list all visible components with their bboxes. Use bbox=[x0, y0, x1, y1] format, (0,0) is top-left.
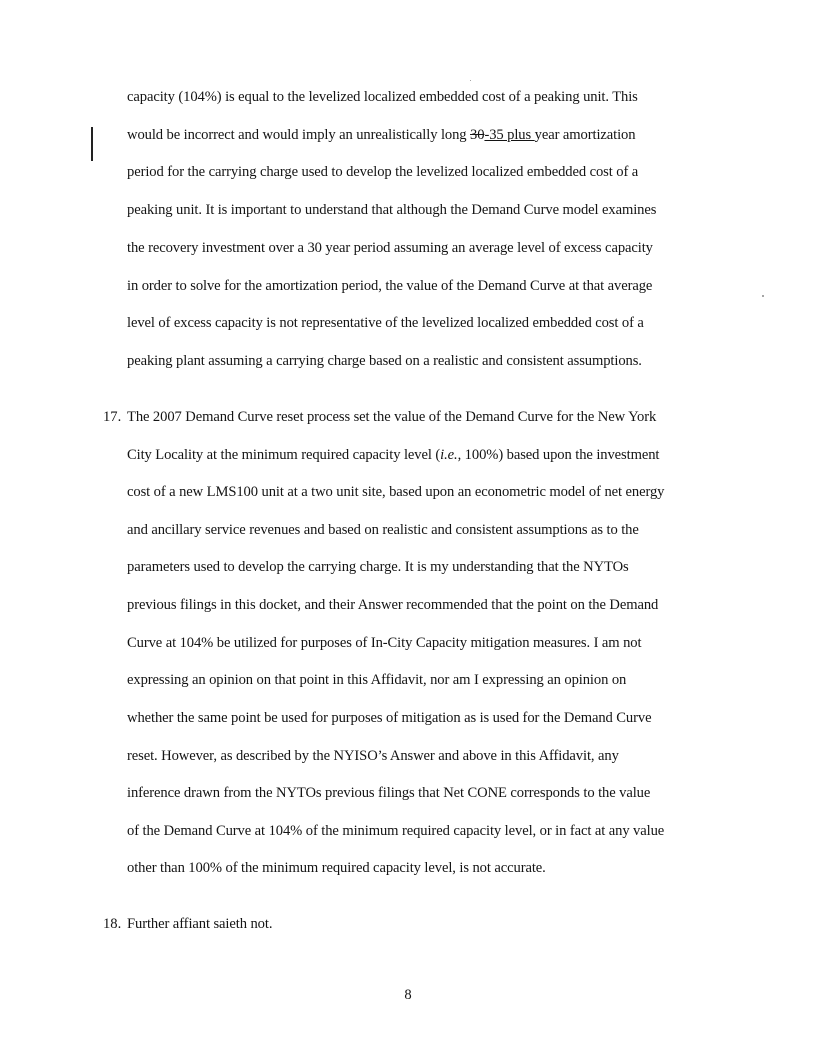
text-line: in order to solve for the amortization period, the value of the Demand Curve at that average bbox=[127, 278, 653, 294]
paragraph-number: 18. bbox=[103, 916, 122, 932]
page-number: 8 bbox=[404, 987, 412, 1003]
text-line: The 2007 Demand Curve reset process set the value of the Demand Curve for the New York bbox=[127, 409, 657, 425]
text-line: whether the same point be used for purposes of mitigation as is used for the Demand Curve bbox=[127, 710, 652, 726]
text-line: Curve at 104% be utilized for purposes of In-City Capacity mitigation measures. I am not bbox=[127, 635, 642, 651]
text-line: parameters used to develop the carrying charge. It is my understanding that the NYTOs bbox=[127, 559, 629, 575]
text-line: expressing an opinion on that point in this Affidavit, nor am I expressing an opinion on bbox=[127, 672, 627, 688]
deleted-text: 30 bbox=[470, 127, 485, 143]
text-line: and ancillary service revenues and based on realistic and consistent assumptions as to the bbox=[127, 522, 639, 538]
text-segment: City Locality at the minimum required capacity level ( bbox=[127, 447, 441, 463]
text-line: peaking plant assuming a carrying charge based on a realistic and consistent assumptions. bbox=[127, 353, 642, 369]
text-segment: would be incorrect and would imply an unrealistically long bbox=[127, 127, 471, 143]
text-line: period for the carrying charge used to develop the levelized localized embedded cost of a bbox=[127, 164, 639, 180]
text-line: of the Demand Curve at 104% of the minimum required capacity level, or in fact at any value bbox=[127, 823, 665, 839]
text-segment: year amortization bbox=[534, 127, 636, 143]
text-line: peaking unit. It is important to understand that although the Demand Curve model examines bbox=[127, 202, 657, 218]
text-segment: , 100%) based upon the investment bbox=[457, 447, 660, 463]
text-line: other than 100% of the minimum required capacity level, is not accurate. bbox=[127, 860, 546, 876]
text-line: the recovery investment over a 30 year period assuming an average level of excess capacity bbox=[127, 240, 653, 256]
text-line: reset. However, as described by the NYISO’s Answer and above in this Affidavit, any bbox=[127, 748, 619, 764]
scan-speck bbox=[762, 295, 764, 297]
revision-change-bar bbox=[91, 127, 93, 161]
text-line: capacity (104%) is equal to the levelized localized embedded cost of a peaking unit. This bbox=[127, 89, 638, 105]
text-line: cost of a new LMS100 unit at a two unit site, based upon an econometric model of net energy bbox=[127, 484, 665, 500]
text-line: level of excess capacity is not representative of the levelized localized embedded cost of a bbox=[127, 315, 644, 331]
text-line: inference drawn from the NYTOs previous filings that Net CONE corresponds to the value bbox=[127, 785, 651, 801]
italic-abbreviation: i.e. bbox=[440, 447, 458, 463]
text-line-with-italic bbox=[127, 446, 659, 464]
text-line-with-revision bbox=[127, 126, 635, 144]
text-line: previous filings in this docket, and their Answer recommended that the point on the Demand bbox=[127, 597, 659, 613]
scan-speck bbox=[470, 80, 471, 81]
text-line: Further affiant saieth not. bbox=[127, 916, 273, 932]
paragraph-number: 17. bbox=[103, 409, 122, 425]
inserted-text: -35 plus bbox=[484, 127, 535, 143]
